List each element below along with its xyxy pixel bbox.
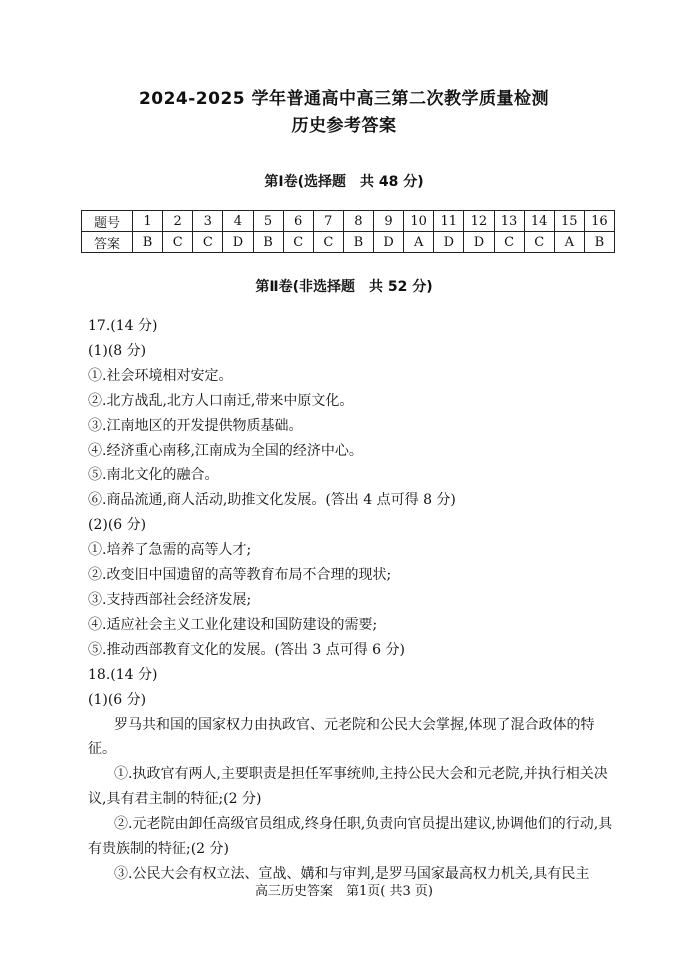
question-number-cell: 4: [223, 211, 253, 232]
answer-cell: D: [223, 232, 253, 253]
document-title: 2024-2025 学年普通高中高三第二次教学质量检测: [138, 89, 550, 109]
question-number-cell: 11: [434, 211, 464, 232]
question-number-cell: 12: [464, 211, 494, 232]
answer-point: ③.支持西部社会经济发展;: [88, 591, 252, 608]
question-number-cell: 7: [313, 211, 343, 232]
question-number-cell: 6: [283, 211, 313, 232]
answer-cell: D: [374, 232, 404, 253]
answer-point: ①.社会环境相对安定。: [88, 367, 233, 384]
question-number-cell: 14: [524, 211, 554, 232]
question-number-cell: 2: [163, 211, 193, 232]
answer-point: ⑥.商品流通,商人活动,助推文化发展。(答出 4 点可得 8 分): [88, 492, 456, 509]
answer-cell: C: [494, 232, 524, 253]
answer-cell: B: [343, 232, 373, 253]
question-number-cell: 15: [554, 211, 584, 232]
answer-cell: C: [163, 232, 193, 253]
question-heading: 17.(14 分): [88, 318, 158, 334]
answer-cell: A: [554, 232, 584, 253]
question-heading: 18.(14 分): [88, 666, 158, 683]
question-number-cell: 8: [343, 211, 373, 232]
answer-cell: B: [133, 232, 163, 253]
section-heading-part1: 第Ⅰ卷(选择题 共 48 分): [264, 174, 424, 190]
answer-point: ②.北方战乱,北方人口南迁,带来中原文化。: [88, 392, 354, 409]
answer-paragraph: ③.公民大会有权立法、宣战、媾和与审判,是罗马国家最高权力机关,具有民主: [114, 865, 590, 882]
answer-point: ⑤.南北文化的融合。: [88, 467, 219, 484]
answer-point: ③.江南地区的开发提供物质基础。: [88, 417, 303, 434]
answer-cell: C: [193, 232, 223, 253]
answer-paragraph: 罗马共和国的国家权力由执政官、元老院和公民大会掌握,体现了混合政体的特征。: [88, 716, 595, 758]
answer-point: ①.培养了急需的高等人才;: [88, 542, 252, 559]
table-row-header: 答案: [82, 232, 133, 253]
answer-cell: B: [253, 232, 283, 253]
answer-cell: B: [584, 232, 614, 253]
question-number-cell: 3: [193, 211, 223, 232]
answer-cell: D: [464, 232, 494, 253]
question-number-cell: 5: [253, 211, 283, 232]
table-row-numbers: [82, 211, 615, 232]
sub-question-heading: (1)(6 分): [88, 691, 147, 708]
answer-paragraph: ①.执政官有两人,主要职责是担任军事统帅,主持公民大会和元老院,并执行相关决议,具有君主制的特征;(2 分): [88, 766, 608, 808]
section-heading-part2: 第Ⅱ卷(非选择题 共 52 分): [255, 279, 433, 295]
question-number-cell: 1: [133, 211, 163, 232]
answer-cell: A: [404, 232, 434, 253]
answer-point: ④.适应社会主义工业化建设和国防建设的需要;: [88, 616, 378, 633]
table-row-header: 题号: [82, 211, 133, 232]
answer-cell: C: [524, 232, 554, 253]
answer-cell: C: [283, 232, 313, 253]
answer-point: ②.改变旧中国遗留的高等教育布局不合理的现状;: [88, 567, 392, 584]
question-number-cell: 16: [584, 211, 614, 232]
sub-question-heading: (2)(6 分): [88, 517, 147, 534]
sub-question-heading: (1)(8 分): [88, 342, 147, 359]
answer-cell: C: [313, 232, 343, 253]
question-number-cell: 13: [494, 211, 524, 232]
answer-paragraph: ②.元老院由卸任高级官员组成,终身任职,负责向官员提出建议,协调他们的行动,具有贵族制的特征;(2 分): [88, 816, 613, 858]
answer-cell: D: [434, 232, 464, 253]
page-footer: 高三历史答案 第1页( 共3 页): [255, 884, 433, 899]
question-number-cell: 10: [404, 211, 434, 232]
answer-point: ⑤.推动西部教育文化的发展。(答出 3 点可得 6 分): [88, 641, 405, 658]
document-subtitle: 历史参考答案: [291, 116, 397, 136]
answer-body: [88, 314, 613, 887]
table-row-answers: [82, 232, 615, 253]
answer-point: ④.经济重心南移,江南成为全国的经济中心。: [88, 442, 363, 459]
answer-table: [81, 210, 615, 253]
question-number-cell: 9: [374, 211, 404, 232]
